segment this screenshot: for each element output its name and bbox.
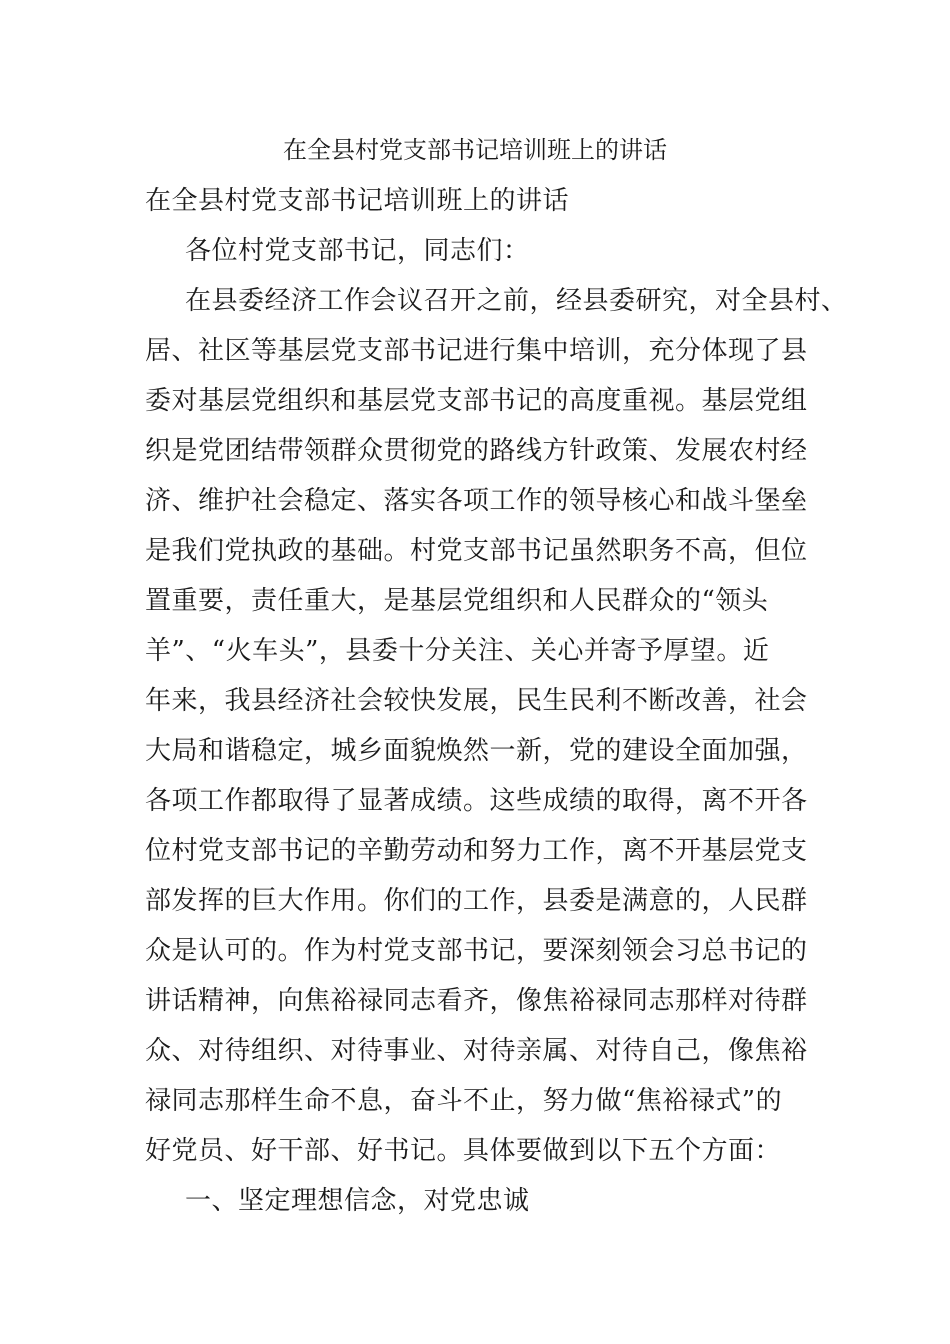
paragraph-line: 众是认可的。作为村党支部书记，要深刻领会习总书记的 <box>145 936 808 966</box>
paragraph-line: 讲话精神，向焦裕禄同志看齐，像焦裕禄同志那样对待群 <box>145 986 808 1016</box>
document-title: 在全县村党支部书记培训班上的讲话 <box>283 136 667 164</box>
paragraph-line: 是我们党执政的基础。村党支部书记虽然职务不高，但位 <box>145 536 808 566</box>
paragraph-line: 禄同志那样生命不息，奋斗不止，努力做“焦裕禄式”的 <box>145 1086 783 1116</box>
paragraph-line: 年来，我县经济社会较快发展，民生民利不断改善，社会 <box>145 686 808 716</box>
paragraph-line: 众、对待组织、对待事业、对待亲属、对待自己，像焦裕 <box>145 1036 808 1066</box>
paragraph-line: 济、维护社会稳定、落实各项工作的领导核心和战斗堡垒 <box>145 486 808 516</box>
paragraph-line: 部发挥的巨大作用。你们的工作，县委是满意的，人民群 <box>145 886 808 916</box>
paragraph-line: 羊”、“火车头”，县委十分关注、关心并寄予厚望。近 <box>145 636 770 666</box>
section-heading: 一、坚定理想信念，对党忠诚 <box>185 1186 530 1216</box>
paragraph-line: 在县委经济工作会议召开之前，经县委研究，对全县村、 <box>185 286 848 316</box>
paragraph-line: 各项工作都取得了显著成绩。这些成绩的取得，离不开各 <box>145 786 808 816</box>
paragraph-line: 织是党团结带领群众贯彻党的路线方针政策、发展农村经 <box>145 436 808 466</box>
paragraph-line: 居、社区等基层党支部书记进行集中培训，充分体现了县 <box>145 336 808 366</box>
document-subtitle: 在全县村党支部书记培训班上的讲话 <box>145 186 570 216</box>
paragraph-line: 置重要，责任重大，是基层党组织和人民群众的“领头 <box>145 586 769 616</box>
paragraph-line: 委对基层党组织和基层党支部书记的高度重视。基层党组 <box>145 386 808 416</box>
paragraph-line: 好党员、好干部、好书记。具体要做到以下五个方面： <box>145 1136 782 1166</box>
salutation: 各位村党支部书记，同志们： <box>185 236 530 266</box>
paragraph-line: 位村党支部书记的辛勤劳动和努力工作，离不开基层党支 <box>145 836 808 866</box>
paragraph-line: 大局和谐稳定，城乡面貌焕然一新，党的建设全面加强， <box>145 736 808 766</box>
